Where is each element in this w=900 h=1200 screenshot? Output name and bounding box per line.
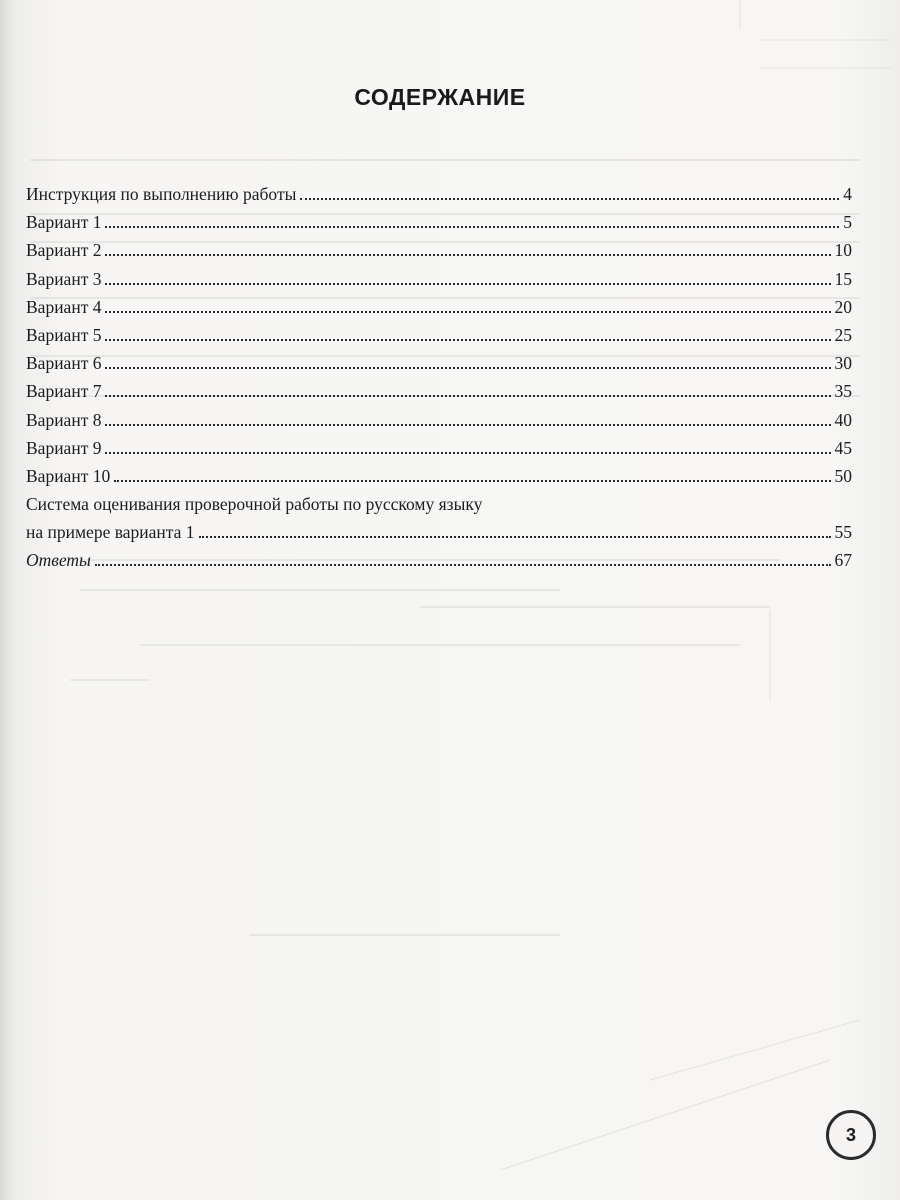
toc-entry-label: Вариант 2: [26, 240, 102, 261]
toc-row: [26, 490, 852, 518]
toc-entry-page: 20: [834, 296, 852, 317]
dot-leader: [105, 297, 830, 313]
toc-row: [26, 293, 852, 321]
toc-entry-label: Вариант 1: [26, 212, 102, 233]
toc-entry-page: 10: [834, 240, 852, 261]
toc-entry-label: Инструкция по выполнению работы: [26, 184, 297, 204]
toc-row: [26, 349, 852, 377]
toc-entry-page: 45: [834, 437, 852, 458]
toc-entry-label: Вариант 5: [26, 324, 102, 345]
toc-entry-label: Вариант 4: [26, 296, 102, 317]
dot-leader: [105, 410, 830, 426]
toc-entry-label: Вариант 3: [26, 268, 102, 289]
toc-row: [26, 321, 852, 349]
toc-row: [26, 377, 852, 405]
toc-row: [26, 434, 852, 462]
toc-row: [26, 265, 852, 293]
toc-entry-page: 55: [834, 522, 852, 543]
toc-entry-label: Вариант 8: [26, 409, 102, 430]
toc-entry-label: Вариант 7: [26, 381, 102, 402]
toc-entry-page: 25: [834, 324, 852, 345]
toc-entry-label: Вариант 6: [26, 353, 102, 374]
toc-entry-page: 40: [834, 409, 852, 430]
dot-leader: [95, 550, 831, 566]
toc-row: [26, 546, 852, 574]
toc-row: [26, 518, 852, 546]
dot-leader: [300, 184, 839, 200]
dot-leader: [105, 212, 839, 228]
toc-row: [26, 208, 852, 236]
toc-entry-label: Система оценивания проверочной работы по русскому языку: [26, 494, 483, 515]
toc-entry-page: 15: [834, 268, 852, 289]
dot-leader: [105, 438, 830, 454]
dot-leader: [105, 381, 830, 397]
dot-leader: [105, 353, 830, 369]
dot-leader: [105, 325, 830, 341]
dot-leader: [105, 240, 830, 256]
toc-entry-label: на примере варианта 1: [26, 522, 195, 543]
page-number-badge: 3: [826, 1110, 876, 1160]
toc-entry-label: Вариант 10: [26, 465, 111, 486]
dot-leader: [114, 466, 830, 482]
dot-leader: [105, 269, 830, 285]
toc-entry-page: 67: [834, 550, 852, 571]
toc-entry-label: Вариант 9: [26, 437, 102, 458]
toc-entry-page: 30: [834, 353, 852, 374]
page-title: СОДЕРЖАНИЕ: [354, 84, 526, 110]
table-of-contents: [26, 180, 852, 575]
toc-entry-page: 50: [834, 465, 852, 486]
dot-leader: [199, 522, 831, 538]
toc-row: [26, 462, 852, 490]
toc-row: [26, 180, 852, 208]
toc-entry-page: 5: [843, 212, 852, 233]
toc-entry-page: 35: [834, 381, 852, 402]
toc-entry-label: Ответы: [26, 550, 91, 571]
toc-row: [26, 406, 852, 434]
toc-row: [26, 236, 852, 264]
toc-entry-page: 4: [843, 184, 852, 204]
